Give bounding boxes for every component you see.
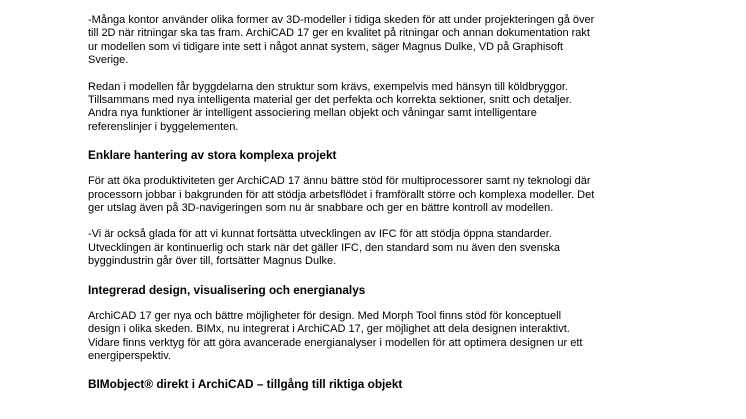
section-heading-design: Integrerad design, visualisering och energianalys <box>88 282 366 297</box>
section-heading-complex-projects: Enklare hantering av stora komplexa projekt <box>88 148 337 163</box>
section-heading-bimobject: BIMobject® direkt i ArchiCAD – tillgång till riktiga objekt <box>88 377 403 392</box>
paragraph-ifc-quote: -Vi är också glada för att vi kunnat fortsätta utvecklingen av IFC för att stödja öppna standarder. Utvecklingen är kontinuerlig och stark när det gäller IFC, den standard som nu även den svenska byggindustrin går över till, fortsätter Magnus Dulke. <box>88 228 561 268</box>
paragraph-quote-dulke: -Många kontor använder olika former av 3D-modeller i tidiga skeden för att under projekteringen gå över till 2D när ritningar ska tas fram. ArchiCAD 17 ger en kvalitet på ritningar och annan dokumentation rakt ur modellen som vi tidigare inte sett i något annat system, säger Magnus Dulke, VD på Graphisoft Sverige. <box>88 14 595 67</box>
paragraph-design: ArchiCAD 17 ger nya och bättre möjligheter för design. Med Morph Tool finns stöd för konceptuell design i olika skeden. BIMx, nu integrerat i ArchiCAD 17, ger möjlighet att dela designen interaktivt. Vidare finns verktyg för att göra avancerade energianalyser i modellen för att optimera designen ur ett energiperspektiv. <box>88 309 583 362</box>
paragraph-productivity: För att öka produktiviteten ger ArchiCAD 17 ännu bättre stöd för multiprocessorer samt ny teknologi där processorn jobbar i bakgrunden för att stödja arbetsflödet i framförallt större och komplexa modeller. Det ger utslag även på 3D-navigeringen som nu är snabbare och ger en bättre kontroll av modellen. <box>88 175 595 215</box>
paragraph-building-parts: Redan i modellen får byggdelarna den struktur som krävs, exempelvis med hänsyn till köldbryggor. Tillsammans med nya intelligenta material ger det perfekta och korrekta sektioner, snitt och detaljer. Andra nya funktioner är intelligent associering mellan objekt och våningar samt intelligentare referenslinjer i byggelementen. <box>88 80 572 133</box>
document-page <box>88 0 648 391</box>
